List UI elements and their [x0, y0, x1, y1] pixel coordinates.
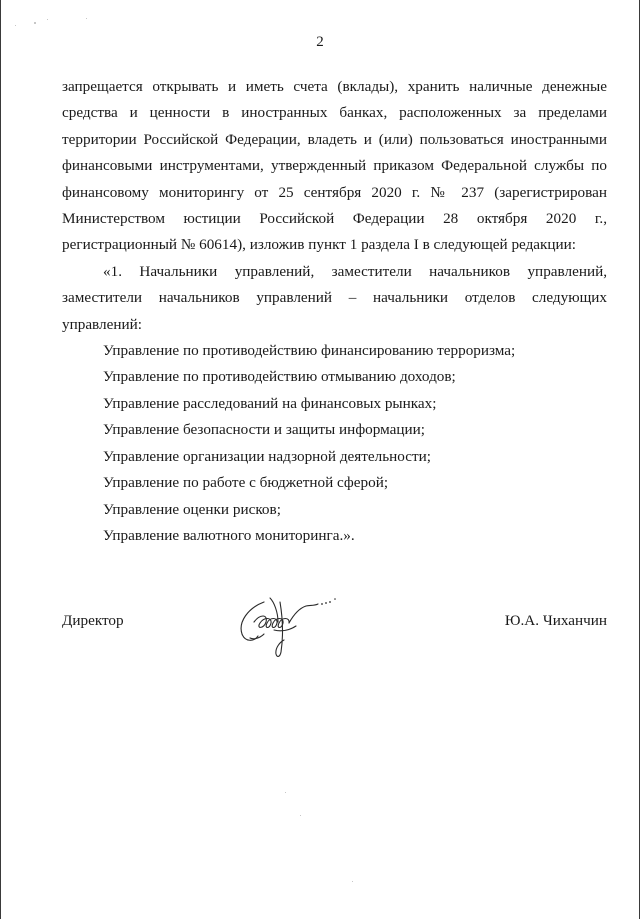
scan-edge-left	[0, 0, 1, 919]
list-item: Управление по противодействию отмыванию доходов;	[103, 368, 456, 386]
scan-speck	[285, 792, 286, 793]
list-item: Управление по противодействию финансированию терроризма;	[103, 342, 516, 360]
document-body	[62, 74, 607, 549]
paragraph-intro: запрещается открывать и иметь счета (вклады), хранить наличные денежные средства и ценности в иностранных банках, расположенных за пределами территории Российской Федерации, владеть и (или) пользоваться иностранными финансовыми инструментами, утвержденный приказом Федеральной службы по финансовому мониторингу от 25 сентября 2020 г. № 237 (зарегистрирован Министерством юстиции Российской Федерации 28 октября 2020 г., регистрационный № 60614), изложив пункт 1 раздела I в следующей редакции:	[62, 78, 607, 254]
list-item: Управление расследований на финансовых рынках;	[103, 394, 437, 412]
scan-speck	[352, 881, 353, 882]
page-number: 2	[316, 34, 324, 50]
scan-speck	[300, 815, 301, 816]
scan-speck	[86, 18, 87, 19]
signatory-title: Директор	[62, 612, 124, 629]
signature-block	[62, 606, 607, 666]
signatory-name: Ю.А. Чиханчин	[504, 612, 607, 629]
handwritten-signature	[234, 592, 344, 662]
list-item: Управление по работе с бюджетной сферой;	[103, 474, 389, 492]
list-item: Управление оценки рисков;	[103, 500, 281, 518]
paragraph-item-1: «1. Начальники управлений, заместители начальников управлений, заместители начальников управлений – начальники отделов следующих управлений:	[62, 262, 607, 333]
list-item: Управление безопасности и защиты информации;	[103, 421, 425, 439]
scan-speck	[34, 22, 36, 24]
scan-speck	[15, 25, 16, 26]
departments-list	[62, 338, 607, 549]
list-item: Управление валютного мониторинга.».	[103, 526, 355, 544]
scan-speck	[47, 19, 48, 20]
list-item: Управление организации надзорной деятельности;	[103, 447, 431, 465]
